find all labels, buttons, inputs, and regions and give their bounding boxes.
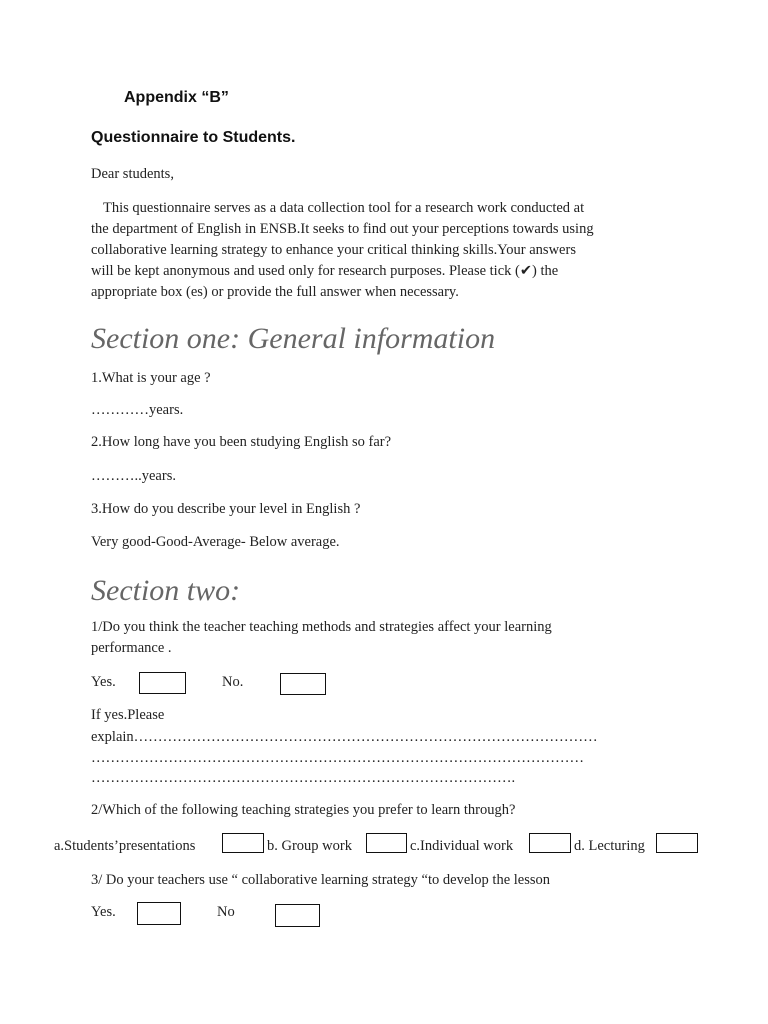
question-strategies: 2/Which of the following teaching strategies you prefer to learn through? [91,802,516,818]
option-group-work-label: b. Group work [267,838,352,854]
intro-line: appropriate box (es) or provide the full answer when necessary. [91,284,459,300]
level-options[interactable]: Very good-Good-Average- Below average. [91,534,340,550]
appendix-title: Appendix “B” [124,89,229,106]
section-one-heading: Section one: General information [91,322,496,355]
option-presentations-label: a.Students’presentations [54,838,196,854]
question-teaching-methods: 1/Do you think the teacher teaching methods and strategies affect your learning [91,619,552,635]
option-presentations-checkbox[interactable] [222,833,264,853]
explain-line[interactable]: ………………………………………………………………………………………… [91,750,584,766]
option-individual-work-label: c.Individual work [410,838,514,854]
q3-yes-label: Yes. [91,904,116,920]
no-label: No. [222,674,244,690]
intro-line: the department of English in ENSB.It seeks to find out your perceptions towards using [91,221,594,237]
explain-line[interactable]: explain…………………………………………………………………………………… [91,729,598,745]
question-teaching-methods-cont: performance . [91,640,172,656]
answer-age[interactable]: …………years. [91,402,184,418]
option-group-work-checkbox[interactable] [366,833,407,853]
intro-paragraph [91,198,671,303]
no-checkbox[interactable] [280,673,326,695]
explain-line[interactable]: ……………………………………………………………………………. [91,770,516,786]
option-individual-work-checkbox[interactable] [529,833,571,853]
question-collaborative: 3/ Do your teachers use “ collaborative learning strategy “to develop the lesson [91,872,551,888]
yes-checkbox[interactable] [139,672,186,694]
intro-line: will be kept anonymous and used only for research purposes. Please tick (✔) the [91,263,559,279]
question-study-duration: 2.How long have you been studying English so far? [91,434,392,450]
q3-no-label: No [217,904,235,920]
intro-line: This questionnaire serves as a data collection tool for a research work conducted at [103,200,585,216]
q3-yes-checkbox[interactable] [137,902,181,925]
question-level: 3.How do you describe your level in English ? [91,501,361,517]
document-title: Questionnaire to Students. [91,129,296,146]
greeting: Dear students, [91,166,174,182]
option-lecturing-checkbox[interactable] [656,833,698,853]
section-two-heading: Section two: [91,574,241,607]
q3-no-checkbox[interactable] [275,904,320,927]
yes-label: Yes. [91,674,116,690]
intro-line: collaborative learning strategy to enhance your critical thinking skills.Your answers [91,242,576,258]
option-lecturing-label: d. Lecturing [574,838,645,854]
answer-study-duration[interactable]: ………..years. [91,468,176,484]
if-yes-label: If yes.Please [91,707,165,723]
question-age: 1.What is your age ? [91,370,211,386]
